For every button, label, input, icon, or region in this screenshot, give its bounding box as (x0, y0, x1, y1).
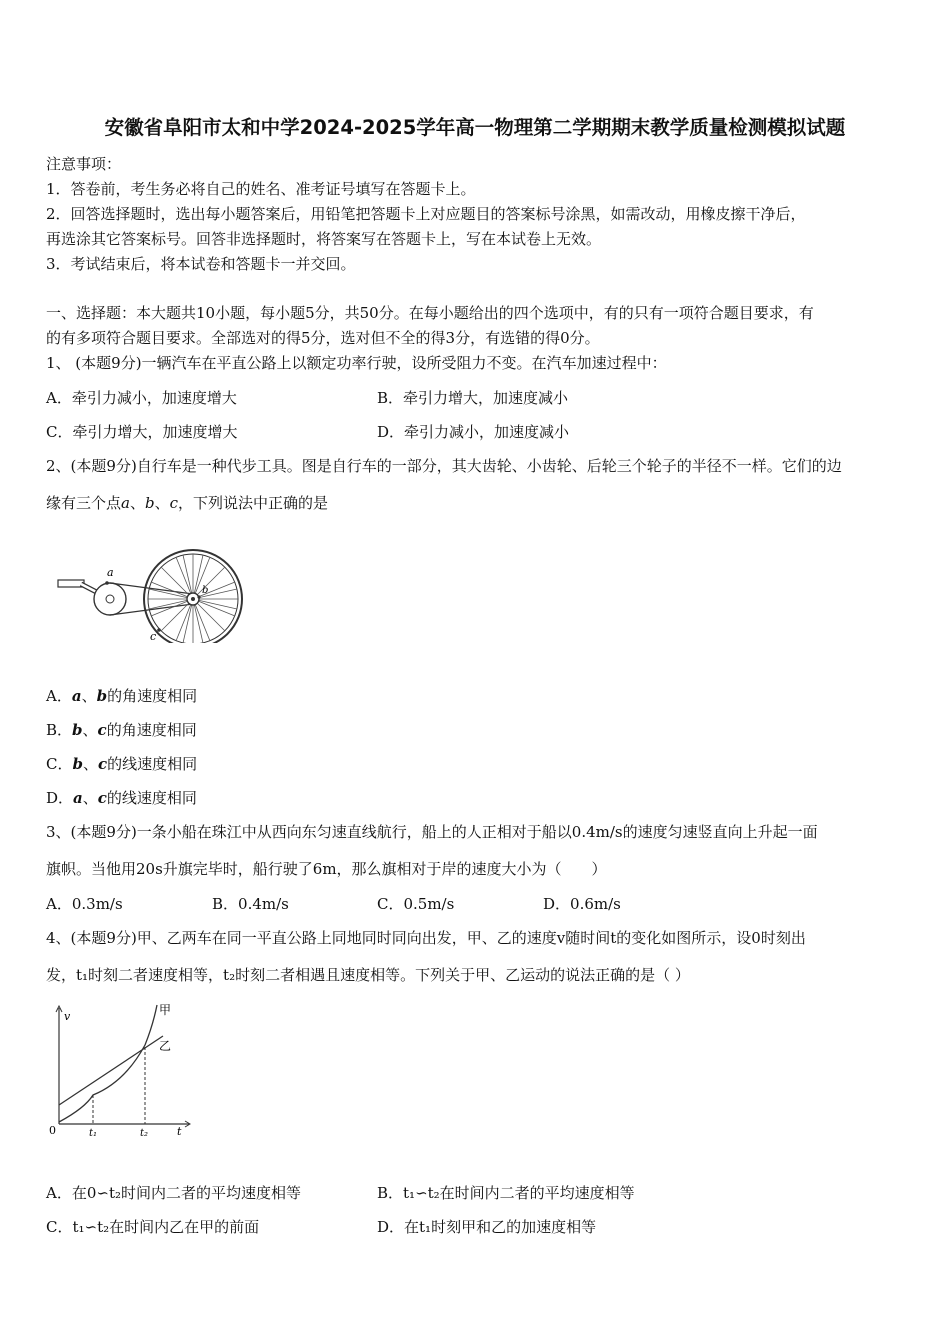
graph-axis-v: v (64, 1010, 71, 1023)
bicycle-figure (55, 543, 250, 643)
q3-option-c: C．0.5m/s (377, 895, 455, 913)
notice-heading: 注意事项： (46, 155, 122, 173)
q2-stem: 2、(本题9分)自行车是一种代步工具。图是自行车的一部分，其大齿轮、小齿轮、后轮三个轮子的半径不一样。它们的边 (46, 457, 842, 475)
q3-option-d: D．0.6m/s (543, 895, 621, 913)
q1-option-b: B．牵引力增大，加速度减小 (377, 389, 569, 407)
q4-stem-cont: 发，t₁时刻二者速度相等，t₂时刻二者相遇且速度相等。下列关于甲、乙运动的说法正确的是（ ） (46, 966, 690, 984)
q3-option-b: B．0.4m/s (212, 895, 289, 913)
q2-option-c: C．b、c的线速度相同 (46, 755, 198, 773)
notice-item-1: 1．答卷前，考生务必将自己的姓名、准考证号填写在答题卡上。 (46, 180, 476, 198)
q3-stem-cont: 旗帜。当他用20s升旗完毕时，船行驶了6m，那么旗相对于岸的速度大小为（ ） (46, 860, 607, 878)
fig-label-c: c (150, 630, 157, 643)
q4-stem: 4、(本题9分)甲、乙两车在同一平直公路上同地同时同向出发，甲、乙的速度v随时间t的变化如图所示，设0时刻出 (46, 929, 806, 947)
q2-option-b: B．b、c的角速度相同 (46, 721, 197, 739)
section-heading-cont: 的有多项符合题目要求。全部选对的得5分，选对但不全的得3分，有选错的得0分。 (46, 329, 600, 347)
q1-option-a: A．牵引力减小，加速度增大 (46, 389, 237, 407)
q1-option-c: C．牵引力增大，加速度增大 (46, 423, 238, 441)
q4-option-b: B．t₁∽t₂在时间内二者的平均速度相等 (377, 1184, 635, 1202)
q1-option-d: D．牵引力减小，加速度减小 (377, 423, 570, 441)
graph-axis-t: t (177, 1125, 182, 1138)
notice-item-3: 3．考试结束后，将本试卷和答题卡一并交回。 (46, 255, 356, 273)
q4-option-c: C．t₁∽t₂在时间内乙在甲的前面 (46, 1218, 260, 1236)
fig-label-a: a (107, 566, 114, 579)
q4-option-a: A．在0∽t₂时间内二者的平均速度相等 (46, 1184, 301, 1202)
section-heading: 一、选择题：本大题共10小题，每小题5分，共50分。在每小题给出的四个选项中，有的只有一项符合题目要求，有 (46, 304, 814, 322)
q2-stem-cont: 缘有三个点a、b、c，下列说法中正确的是 (46, 494, 329, 512)
graph-t1: t₁ (89, 1128, 98, 1139)
q3-option-a: A．0.3m/s (46, 895, 123, 913)
q3-stem: 3、(本题9分)一条小船在珠江中从西向东匀速直线航行，船上的人正相对于船以0.4m/s的速度匀速竖直向上升起一面 (46, 823, 818, 841)
q2-option-d: D．a、c的线速度相同 (46, 789, 197, 807)
page-title: 安徽省阜阳市太和中学2024-2025学年高一物理第二学期期末教学质量检测模拟试题 (104, 116, 846, 139)
notice-item-2-cont: 再选涂其它答案标号。回答非选择题时，将答案写在答题卡上，写在本试卷上无效。 (46, 230, 602, 248)
q2-option-a: A．a、b的角速度相同 (46, 687, 198, 705)
notice-item-2: 2．回答选择题时，选出每小题答案后，用铅笔把答题卡上对应题目的答案标号涂黑，如需改动，用橡皮擦干净后， (46, 205, 806, 223)
q4-option-d: D．在t₁时刻甲和乙的加速度相等 (377, 1218, 597, 1236)
graph-jia: 甲 (159, 1003, 172, 1017)
q1-stem: 1、 (本题9分)一辆汽车在平直公路上以额定功率行驶，设所受阻力不变。在汽车加速过程中： (46, 354, 667, 372)
graph-t2: t₂ (140, 1128, 149, 1139)
graph-origin: 0 (49, 1124, 56, 1137)
graph-yi: 乙 (159, 1039, 172, 1053)
fig-label-b: b (202, 585, 209, 596)
velocity-time-graph (45, 1000, 195, 1145)
